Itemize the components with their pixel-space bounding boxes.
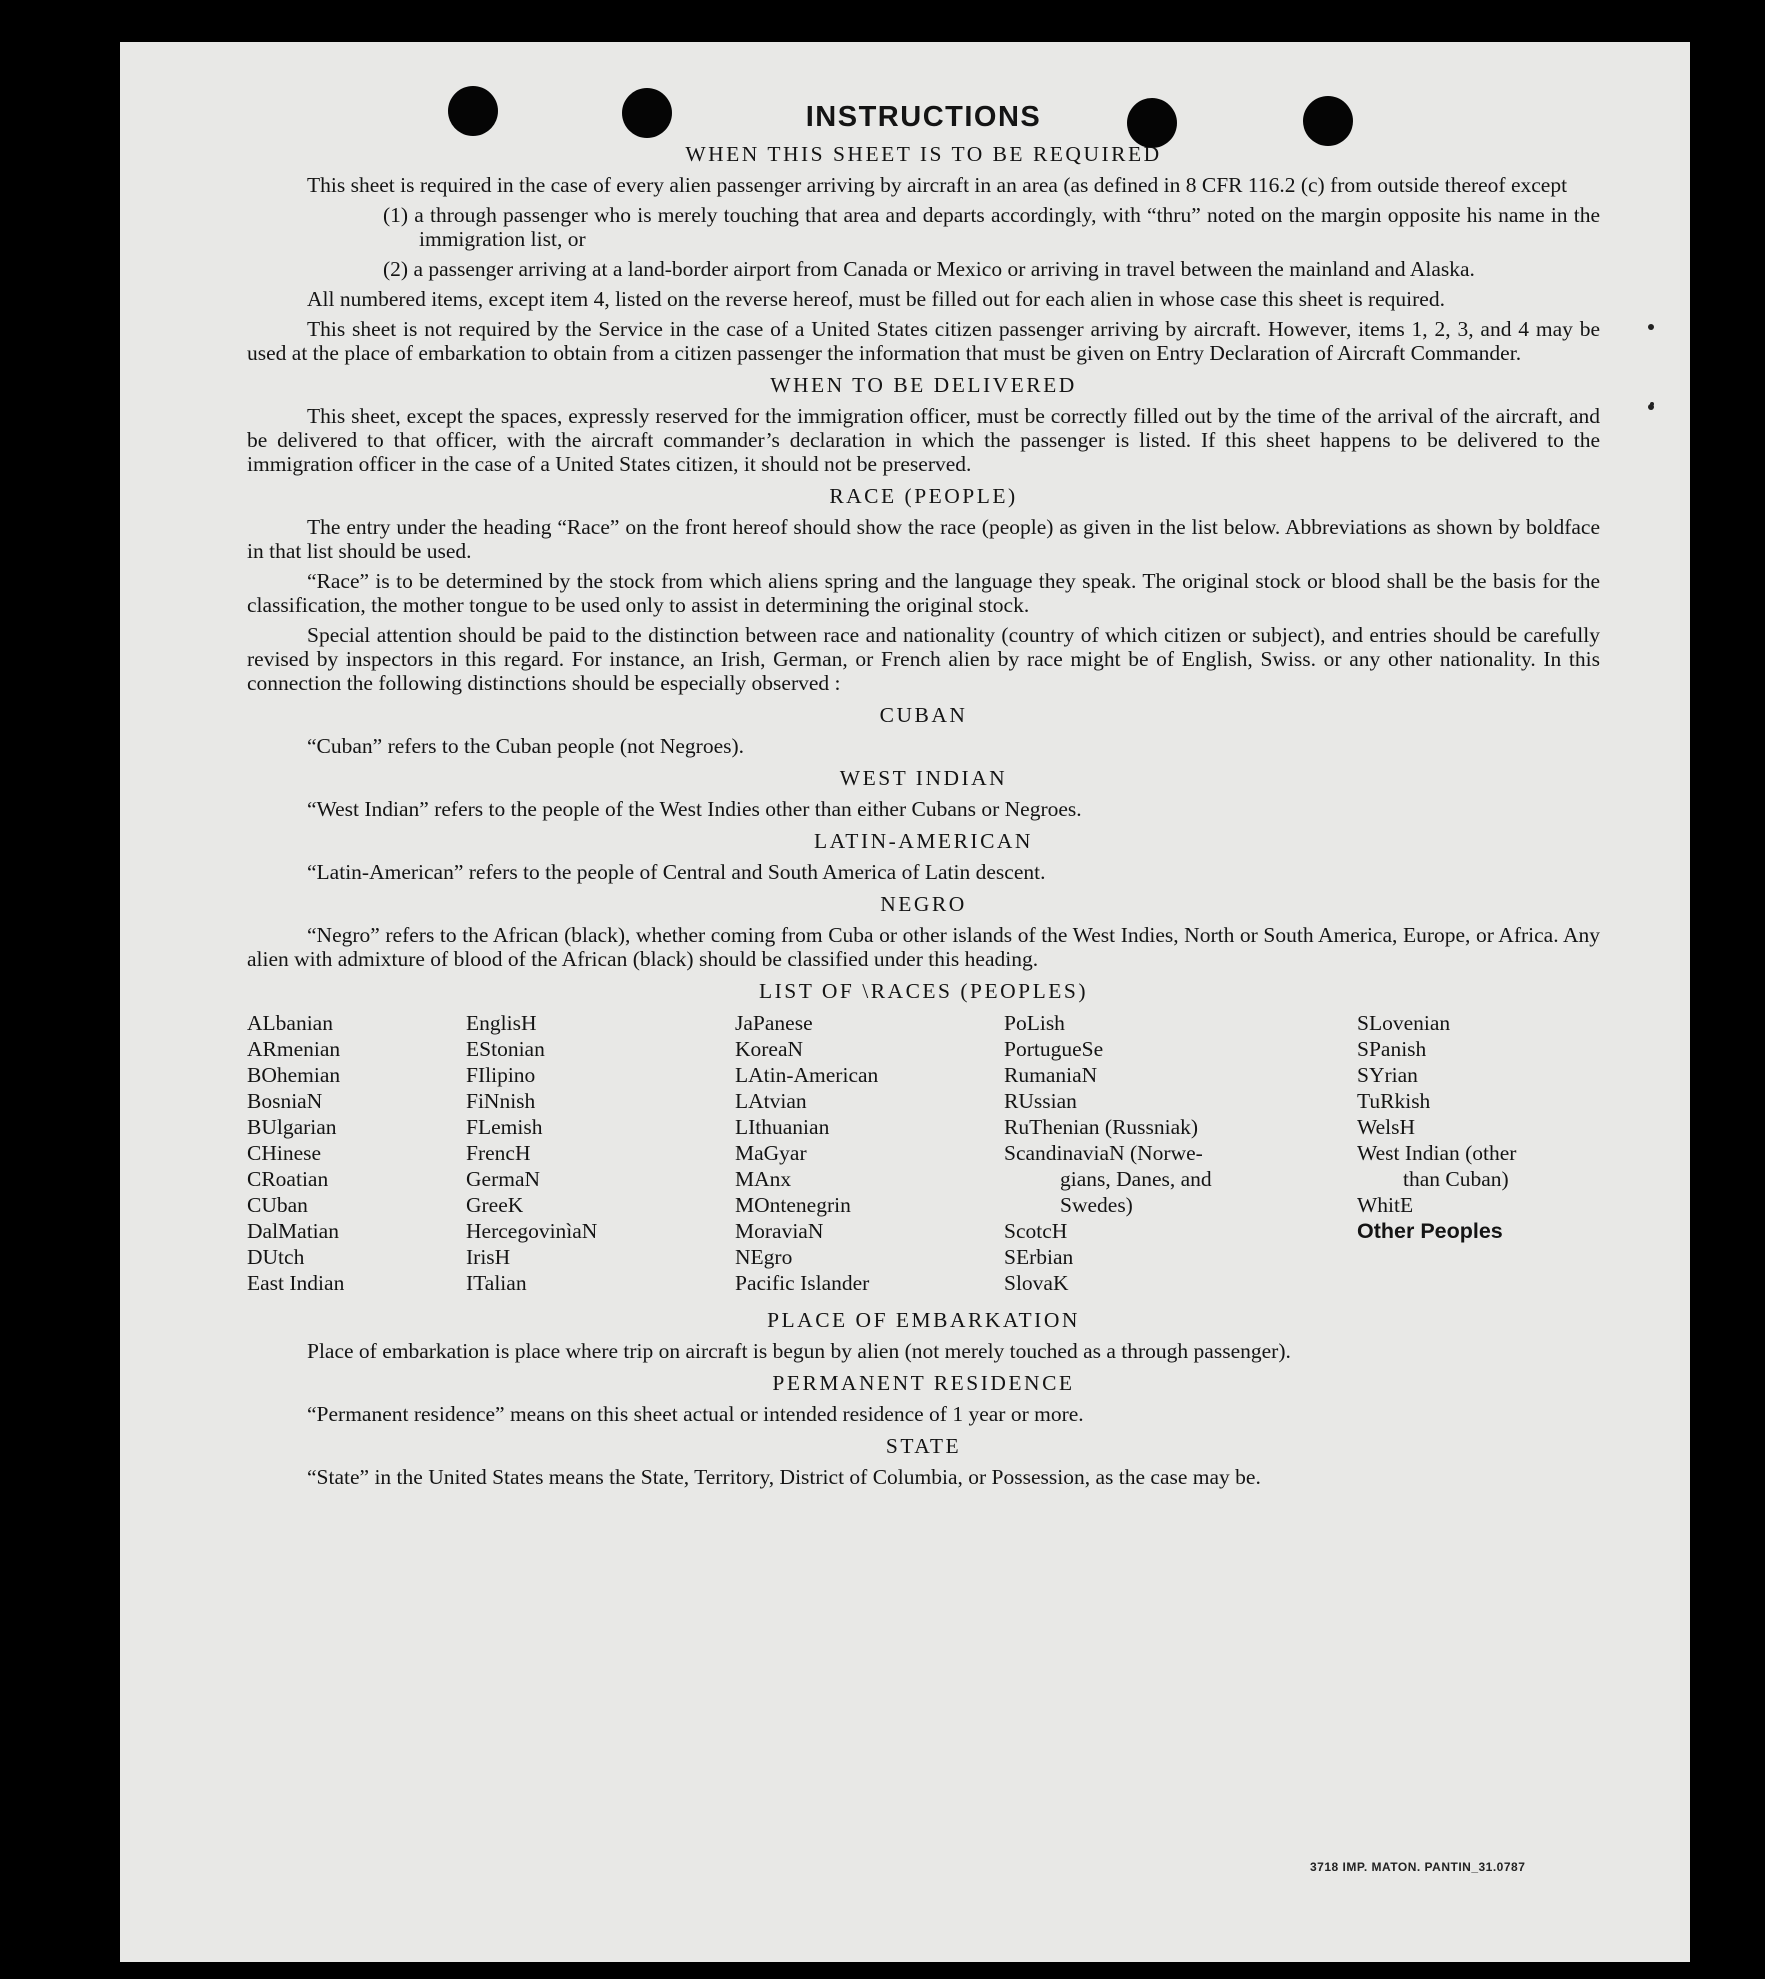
section-heading: WHEN THIS SHEET IS TO BE REQUIRED (685, 142, 1162, 166)
race-item: DalMatian (247, 1219, 339, 1243)
race-item: GreeK (466, 1193, 524, 1217)
race-item: ARmenian (247, 1037, 341, 1061)
paragraph: “Race” is to be determined by the stock from which aliens spring and the language they speak. The original stock or blood shall be the basis for the classification, the mother tongue to be used only to assist in determining the original stock. (247, 569, 1600, 617)
race-item: BOhemian (247, 1063, 341, 1087)
race-item: ITalian (466, 1271, 527, 1295)
race-item: PortugueSe (1004, 1037, 1104, 1061)
race-item: BosniaN (247, 1089, 323, 1113)
paragraph: “Permanent residence” means on this sheet actual or intended residence of 1 year or more. (307, 1402, 1084, 1426)
race-item: JaPanese (735, 1011, 813, 1035)
race-item: IrisH (466, 1245, 511, 1269)
race-item: TuRkish (1357, 1089, 1431, 1113)
paragraph: “West Indian” refers to the people of the West Indies other than either Cubans or Negroes. (307, 797, 1082, 821)
race-item: SYrian (1357, 1063, 1418, 1087)
race-item: CRoatian (247, 1167, 329, 1191)
race-item: WelsH (1357, 1115, 1415, 1139)
paragraph: Special attention should be paid to the distinction between race and nationality (country of which citizen or subject), and entries should be carefully revised by inspectors in this regard. For instance, an Irish, German, or French alien by race might be of English, Swiss. or any other nationality. In this connection the following distinctions should be especially observed : (247, 623, 1600, 695)
race-item: FIlipino (466, 1063, 536, 1087)
race-column (466, 1010, 597, 1296)
race-item: ScandinaviaN (Norwe- (1004, 1141, 1203, 1165)
race-item: Pacific Islander (735, 1271, 870, 1295)
section-heading: WHEN TO BE DELIVERED (770, 373, 1077, 397)
race-item: EStonian (466, 1037, 545, 1061)
race-column (735, 1010, 878, 1296)
race-item: HercegovinìaN (466, 1219, 598, 1243)
race-item: than Cuban) (1403, 1167, 1509, 1191)
paragraph: This sheet is not required by the Service in the case of a United States citizen passenger arriving by aircraft. However, items 1, 2, 3, and 4 may be used at the place of embarkation to obtain from a citizen passenger the information that must be given on Entry Declaration of Aircraft Commander. (247, 317, 1600, 365)
race-item: MaGyar (735, 1141, 807, 1165)
race-list (247, 1010, 1600, 1300)
race-item: RuThenian (Russniak) (1004, 1115, 1199, 1139)
race-item: KoreaN (735, 1037, 804, 1061)
race-item: LAtin-American (735, 1063, 879, 1087)
race-item: MoraviaN (735, 1219, 824, 1243)
list-item: (2) a passenger arriving at a land-border airport from Canada or Mexico or arriving in travel between the mainland and Alaska. (383, 257, 1475, 281)
speck (1648, 404, 1654, 410)
race-item: DUtch (247, 1245, 305, 1269)
section-heading: PLACE OF EMBARKATION (767, 1308, 1080, 1332)
instructions-content (247, 100, 1600, 1495)
race-item: Swedes) (1060, 1193, 1133, 1217)
race-item: FrencH (466, 1141, 531, 1165)
race-item: ALbanian (247, 1011, 333, 1035)
section-heading: LATIN-AMERICAN (814, 829, 1033, 853)
race-item: RumaniaN (1004, 1063, 1098, 1087)
list-item: (1) a through passenger who is merely touching that area and departs accordingly, with “thru” noted on the margin opposite his name in the immigration list, or (383, 203, 1600, 251)
race-column (1357, 1010, 1516, 1244)
paragraph: “State” in the United States means the State, Territory, District of Columbia, or Possession, as the case may be. (307, 1465, 1261, 1489)
paragraph: The entry under the heading “Race” on the front hereof should show the race (people) as given in the list below. Abbreviations as shown by boldface in that list should be used. (247, 515, 1600, 563)
race-item: LIthuanian (735, 1115, 830, 1139)
race-item: East Indian (247, 1271, 345, 1295)
section-heading: CUBAN (879, 703, 968, 727)
race-item: SErbian (1004, 1245, 1074, 1269)
race-item: Other Peoples (1357, 1219, 1503, 1243)
section-heading: LIST OF \RACES (PEOPLES) (759, 979, 1088, 1003)
paragraph: “Latin-American” refers to the people of Central and South America of Latin descent. (307, 860, 1046, 884)
page-title: INSTRUCTIONS (805, 101, 1042, 133)
race-item: CHinese (247, 1141, 322, 1165)
paragraph: This sheet is required in the case of every alien passenger arriving by aircraft in an area (as defined in 8 CFR 116.2 (c) from outside thereof except (307, 173, 1568, 197)
section-heading: WEST INDIAN (839, 766, 1008, 790)
paragraph: “Negro” refers to the African (black), whether coming from Cuba or other islands of the West Indies, North or South America, Europe, or Africa. Any alien with admixture of blood of the African (black) should be classified under this heading. (247, 923, 1600, 971)
race-item: RUssian (1004, 1089, 1077, 1113)
paragraph: This sheet, except the spaces, expressly reserved for the immigration officer, must be correctly filled out by the time of the arrival of the aircraft, and be delivered to that officer, with the aircraft commander’s declaration in which the passenger is listed. If this sheet happens to be delivered to the immigration officer in the case of a United States citizen, it should not be preserved. (247, 404, 1600, 476)
section-heading: PERMANENT RESIDENCE (772, 1371, 1075, 1395)
race-item: SLovenian (1357, 1011, 1451, 1035)
paragraph: Place of embarkation is place where trip on aircraft is begun by alien (not merely touched as a through passenger). (307, 1339, 1291, 1363)
race-item: FiNnish (466, 1089, 536, 1113)
section-heading: RACE (PEOPLE) (829, 484, 1018, 508)
race-item: NEgro (735, 1245, 793, 1269)
printer-imprint: 3718 IMP. MATON. PANTIN_31.0787 (1310, 1860, 1526, 1874)
race-item: West Indian (other (1357, 1141, 1517, 1165)
race-item: MOntenegrin (735, 1193, 851, 1217)
race-item: LAtvian (735, 1089, 807, 1113)
race-item: SPanish (1357, 1037, 1427, 1061)
race-item: GermaN (466, 1167, 541, 1191)
paragraph: All numbered items, except item 4, listed on the reverse hereof, must be filled out for each alien in whose case this sheet is required. (307, 287, 1445, 311)
speck (1648, 324, 1654, 330)
race-item: PoLish (1004, 1011, 1065, 1035)
race-item: FLemish (466, 1115, 543, 1139)
section-heading: NEGRO (880, 892, 967, 916)
race-column (247, 1010, 344, 1296)
race-item: SlovaK (1004, 1271, 1069, 1295)
race-item: gians, Danes, and (1060, 1167, 1212, 1191)
race-item: ScotcH (1004, 1219, 1068, 1243)
race-item: EnglisH (466, 1011, 537, 1035)
race-item: CUban (247, 1193, 308, 1217)
race-item: WhitE (1357, 1193, 1414, 1217)
section-heading: STATE (885, 1434, 962, 1458)
race-column (1004, 1010, 1212, 1296)
paragraph: “Cuban” refers to the Cuban people (not Negroes). (307, 734, 745, 758)
document-sheet (120, 42, 1690, 1962)
race-item: BUlgarian (247, 1115, 337, 1139)
race-item: MAnx (735, 1167, 792, 1191)
